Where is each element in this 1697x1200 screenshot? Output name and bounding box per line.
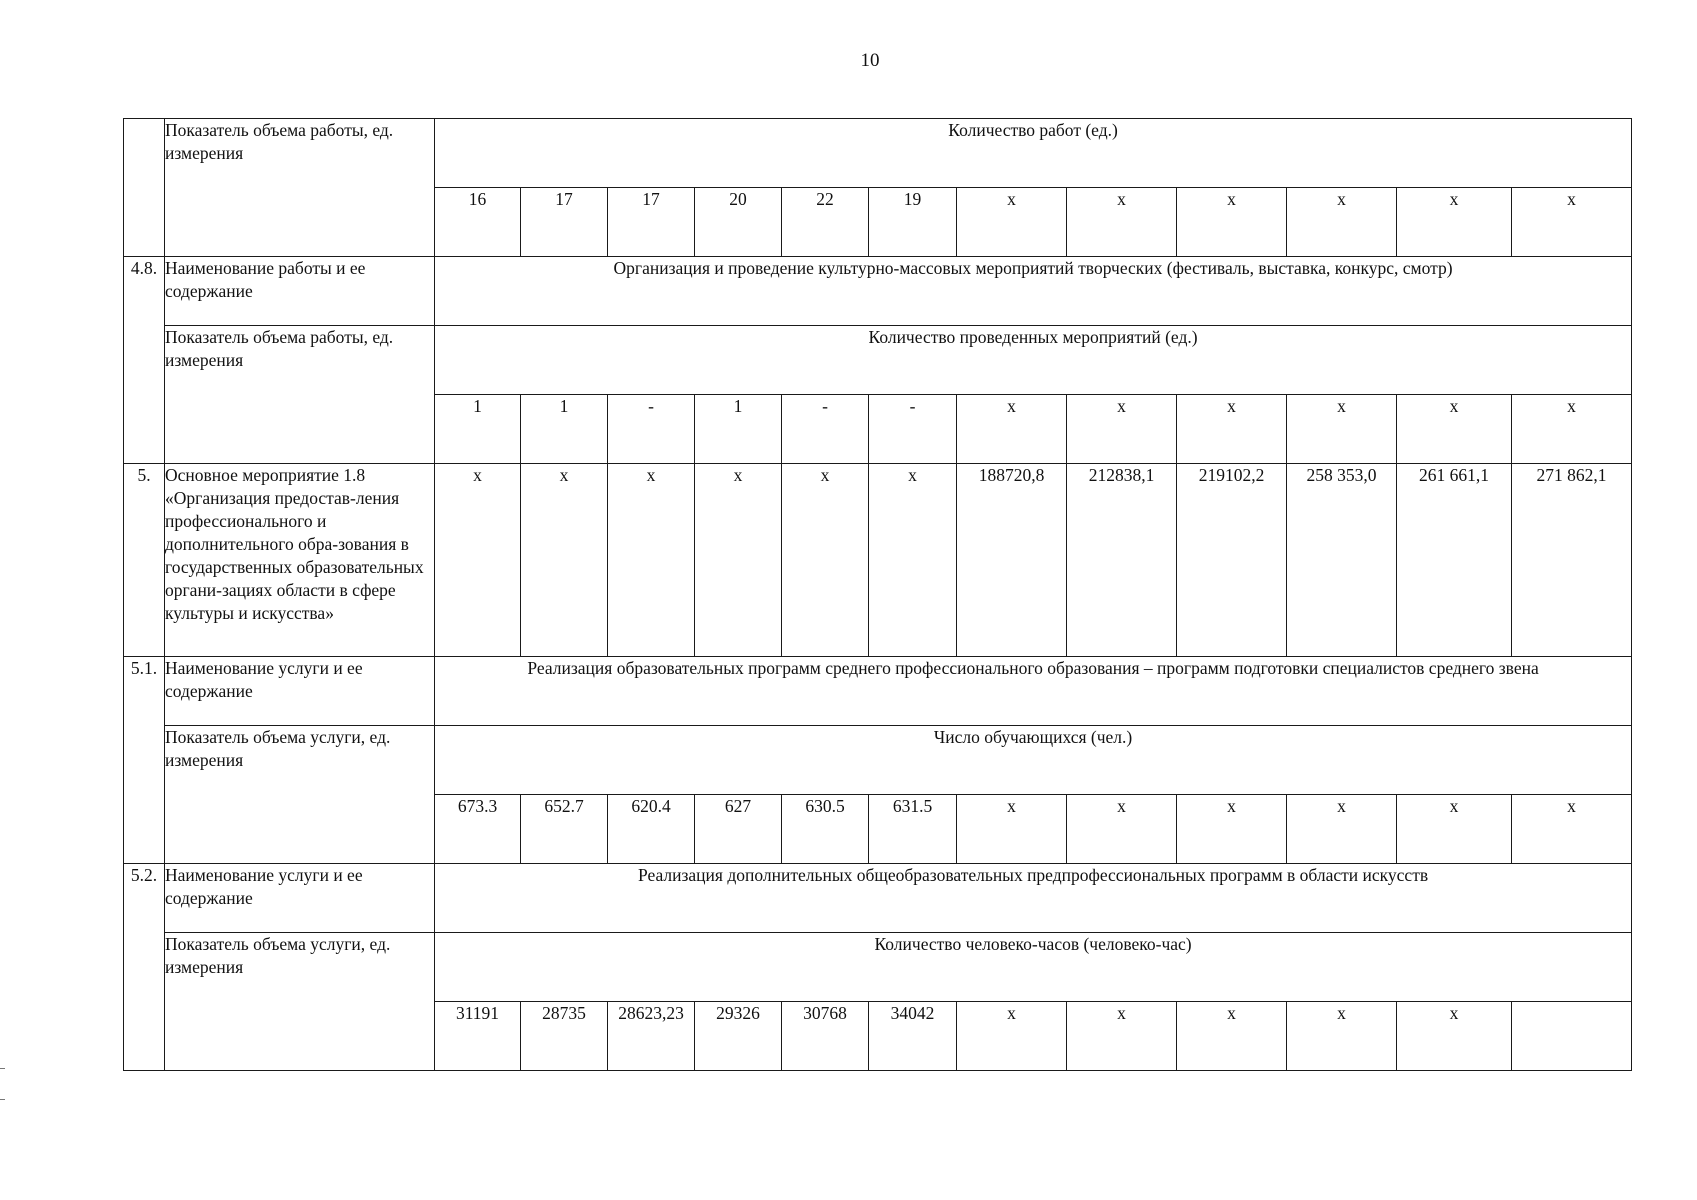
row-label-cell: Основное мероприятие 1.8 «Организация предостав-ления профессионального и дополнительного обра-зования в государственных образовательных органи-зациях области в сфере культуры и искусства» <box>165 464 435 657</box>
value-cell: х <box>1512 795 1632 864</box>
value-cell: 28735 <box>521 1002 608 1071</box>
value-cell: х <box>1287 188 1397 257</box>
value-cell: х <box>1177 1002 1287 1071</box>
value-cell: х <box>521 464 608 657</box>
row-number-cell: 4.8. <box>124 257 165 464</box>
value-cell: х <box>1067 1002 1177 1071</box>
table-row <box>124 657 1632 726</box>
table-row <box>124 464 1632 657</box>
row-number-cell: 5.1. <box>124 657 165 864</box>
work-name-cell: Организация и проведение культурно-массовых мероприятий творческих (фестиваль, выставка, конкурс, смотр) <box>435 257 1632 326</box>
value-cell: 620.4 <box>608 795 695 864</box>
row-label-cell: Показатель объема работы, ед. измерения <box>165 119 435 257</box>
value-cell: х <box>869 464 957 657</box>
row-label-cell: Показатель объема услуги, ед. измерения <box>165 726 435 864</box>
row-number-cell: 5.2. <box>124 864 165 1071</box>
program-indicators-table <box>123 118 1632 1071</box>
value-cell: х <box>435 464 521 657</box>
value-cell: 627 <box>695 795 782 864</box>
value-cell: х <box>1512 395 1632 464</box>
page-number: 10 <box>860 50 880 71</box>
table-row <box>124 933 1632 1002</box>
row-number-cell <box>124 119 165 257</box>
table-row <box>124 864 1632 933</box>
value-cell: х <box>1397 395 1512 464</box>
indicator-header-cell: Количество человеко-часов (человеко-час) <box>435 933 1632 1002</box>
value-cell: 34042 <box>869 1002 957 1071</box>
value-cell: 16 <box>435 188 521 257</box>
table-row <box>124 326 1632 395</box>
value-cell: х <box>1287 395 1397 464</box>
value-cell: х <box>957 795 1067 864</box>
value-cell: х <box>1397 795 1512 864</box>
row-label-cell: Показатель объема услуги, ед. измерения <box>165 933 435 1071</box>
value-cell: 673.3 <box>435 795 521 864</box>
value-cell: - <box>782 395 869 464</box>
table-row <box>124 257 1632 326</box>
value-cell <box>1512 1002 1632 1071</box>
row-number-cell: 5. <box>124 464 165 657</box>
value-cell: 258 353,0 <box>1287 464 1397 657</box>
value-cell: 1 <box>521 395 608 464</box>
value-cell: х <box>1067 395 1177 464</box>
value-cell: 1 <box>435 395 521 464</box>
value-cell: х <box>1397 1002 1512 1071</box>
value-cell: 630.5 <box>782 795 869 864</box>
value-cell: х <box>957 395 1067 464</box>
value-cell: 28623,23 <box>608 1002 695 1071</box>
value-cell: - <box>869 395 957 464</box>
value-cell: 20 <box>695 188 782 257</box>
value-cell: х <box>957 188 1067 257</box>
row-label-cell: Показатель объема работы, ед. измерения <box>165 326 435 464</box>
row-label-cell: Наименование услуги и ее содержание <box>165 864 435 933</box>
value-cell: х <box>608 464 695 657</box>
value-cell: 29326 <box>695 1002 782 1071</box>
indicator-header-cell: Количество проведенных мероприятий (ед.) <box>435 326 1632 395</box>
value-cell: х <box>1397 188 1512 257</box>
value-cell: х <box>1287 1002 1397 1071</box>
value-cell: х <box>1177 795 1287 864</box>
value-cell: 631.5 <box>869 795 957 864</box>
value-cell: х <box>1067 188 1177 257</box>
value-cell: х <box>695 464 782 657</box>
value-cell: х <box>1177 188 1287 257</box>
value-cell: х <box>1177 395 1287 464</box>
value-cell: 652.7 <box>521 795 608 864</box>
value-cell: х <box>1067 795 1177 864</box>
value-cell: 261 661,1 <box>1397 464 1512 657</box>
value-cell: х <box>1512 188 1632 257</box>
indicator-header-cell: Количество работ (ед.) <box>435 119 1632 188</box>
table-row <box>124 119 1632 188</box>
value-cell: 30768 <box>782 1002 869 1071</box>
indicator-header-cell: Число обучающихся (чел.) <box>435 726 1632 795</box>
scan-edge-mark <box>0 1068 5 1100</box>
service-name-cell: Реализация дополнительных общеобразовательных предпрофессиональных программ в области искусств <box>435 864 1632 933</box>
value-cell: 31191 <box>435 1002 521 1071</box>
value-cell: 1 <box>695 395 782 464</box>
row-label-cell: Наименование работы и ее содержание <box>165 257 435 326</box>
value-cell: х <box>1287 795 1397 864</box>
table-row <box>124 726 1632 795</box>
value-cell: 212838,1 <box>1067 464 1177 657</box>
value-cell: 188720,8 <box>957 464 1067 657</box>
value-cell: 22 <box>782 188 869 257</box>
value-cell: - <box>608 395 695 464</box>
value-cell: 219102,2 <box>1177 464 1287 657</box>
service-name-cell: Реализация образовательных программ среднего профессионального образования – программ подготовки специалистов среднего звена <box>435 657 1632 726</box>
row-label-cell: Наименование услуги и ее содержание <box>165 657 435 726</box>
value-cell: 19 <box>869 188 957 257</box>
value-cell: х <box>782 464 869 657</box>
value-cell: х <box>957 1002 1067 1071</box>
value-cell: 17 <box>521 188 608 257</box>
value-cell: 17 <box>608 188 695 257</box>
value-cell: 271 862,1 <box>1512 464 1632 657</box>
